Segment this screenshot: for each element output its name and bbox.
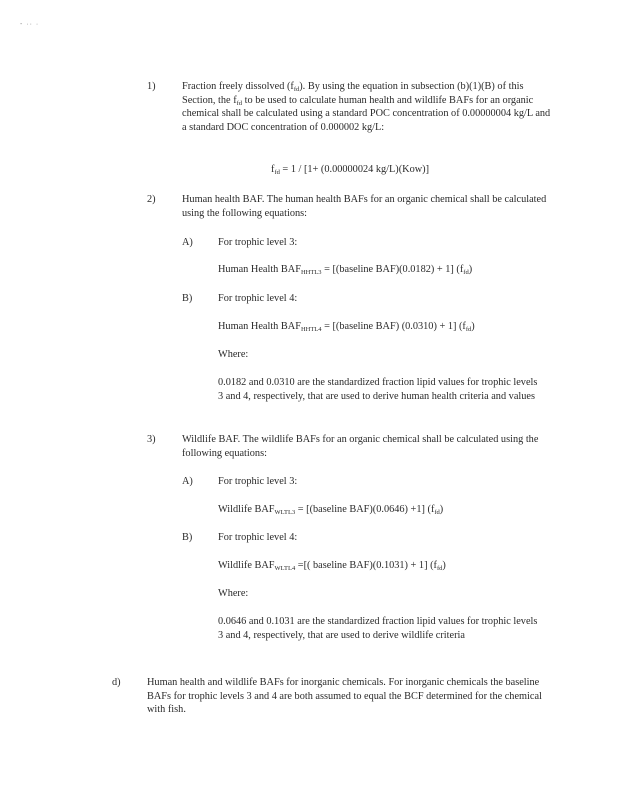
subscript: fd [236, 99, 243, 107]
scan-mark: - ·· · [20, 21, 40, 28]
item-1-text [182, 80, 552, 134]
eq-mid: = [(baseline BAF)(0.0182) + 1] (f [321, 264, 464, 275]
subscript: fd [465, 326, 472, 333]
subscript: fd [274, 169, 280, 176]
subscript: fd [436, 565, 443, 572]
item-3b-text: For trophic level 4: [218, 532, 298, 543]
item-3a-label: A) [182, 476, 193, 487]
item-3-number: 3) [147, 434, 156, 445]
subscript: HHTL4 [300, 326, 322, 333]
item-2b-equation [218, 320, 475, 334]
subscript: fd [463, 269, 469, 276]
eq-mid: =[( baseline BAF)(0.1031) + 1] (f [295, 560, 437, 571]
item-1-body-end: to be used to calculate human health and wildlife BAFs for an organic chemical shall be calculated using a standard POC concentration of 0.00000004 kg/L and a standard DOC concentration of 0.000002 kg/L: [182, 94, 551, 133]
item-2-text: Human health BAF. The human health BAFs for an organic chemical shall be calculated using the following equations: [182, 194, 547, 219]
item-2-note: 0.0182 and 0.0310 are the standardized fraction lipid values for trophic levels 3 and 4, respectively, that are used to derive human health criteria and values [218, 377, 538, 402]
subscript: WLTL3 [274, 509, 296, 516]
item-3b-label: B) [182, 532, 193, 543]
item-3-note: 0.0646 and 0.1031 are the standardized fraction lipid values for trophic levels 3 and 4, respectively, that are used to derive wildlife criteria [218, 616, 538, 641]
eq-prefix: Wildlife BAF [218, 504, 275, 515]
item-d-number: d) [112, 677, 121, 688]
eq-end: ) [439, 504, 444, 515]
item-1-body: By using the equation in subsection (b)(1)(B) of this Section, the f [182, 81, 524, 106]
item-3-where: Where: [218, 588, 249, 599]
item-1-number: 1) [147, 81, 156, 92]
item-2b-text: For trophic level 4: [218, 293, 298, 304]
item-1-title: Fraction freely dissolved (f [182, 81, 294, 92]
item-2-where: Where: [218, 349, 249, 360]
eq-end: ) [468, 264, 473, 275]
eq-mid: = [(baseline BAF)(0.0646) +1] (f [295, 504, 435, 515]
item-3a-text: For trophic level 3: [218, 476, 298, 487]
eq-prefix: f [271, 164, 275, 175]
eq-rest: = 1 / [1+ (0.00000024 kg/L)(Kow)] [279, 164, 430, 175]
eq-prefix: Human Health BAF [218, 264, 301, 275]
eq-prefix: Wildlife BAF [218, 560, 275, 571]
item-2a-text: For trophic level 3: [218, 237, 298, 248]
item-d-text: Human health and wildlife BAFs for inorganic chemicals. For inorganic chemicals the baseline BAFs for trophic levels 3 and 4 are both assumed to equal the BCF determined for the chemical with fish. [147, 677, 542, 716]
subscript: fd [434, 509, 440, 516]
item-2a-equation [218, 263, 472, 277]
subscript: HHTL3 [300, 269, 322, 276]
item-3a-equation [218, 503, 443, 517]
item-1-equation [271, 163, 429, 177]
eq-end: ) [442, 560, 446, 571]
eq-mid: = [(baseline BAF) (0.0310) + 1] (f [321, 321, 466, 332]
item-2a-label: A) [182, 237, 193, 248]
eq-prefix: Human Health BAF [218, 321, 301, 332]
subscript: fd [293, 86, 300, 93]
item-3-text: Wildlife BAF. The wildlife BAFs for an organic chemical shall be calculated using the following equations: [182, 434, 539, 459]
item-1-title-end: ). [299, 81, 306, 92]
eq-end: ) [471, 321, 475, 332]
item-2b-label: B) [182, 293, 193, 304]
item-3b-equation [218, 559, 446, 573]
subscript: WLTL4 [274, 565, 296, 572]
item-2-number: 2) [147, 194, 156, 205]
